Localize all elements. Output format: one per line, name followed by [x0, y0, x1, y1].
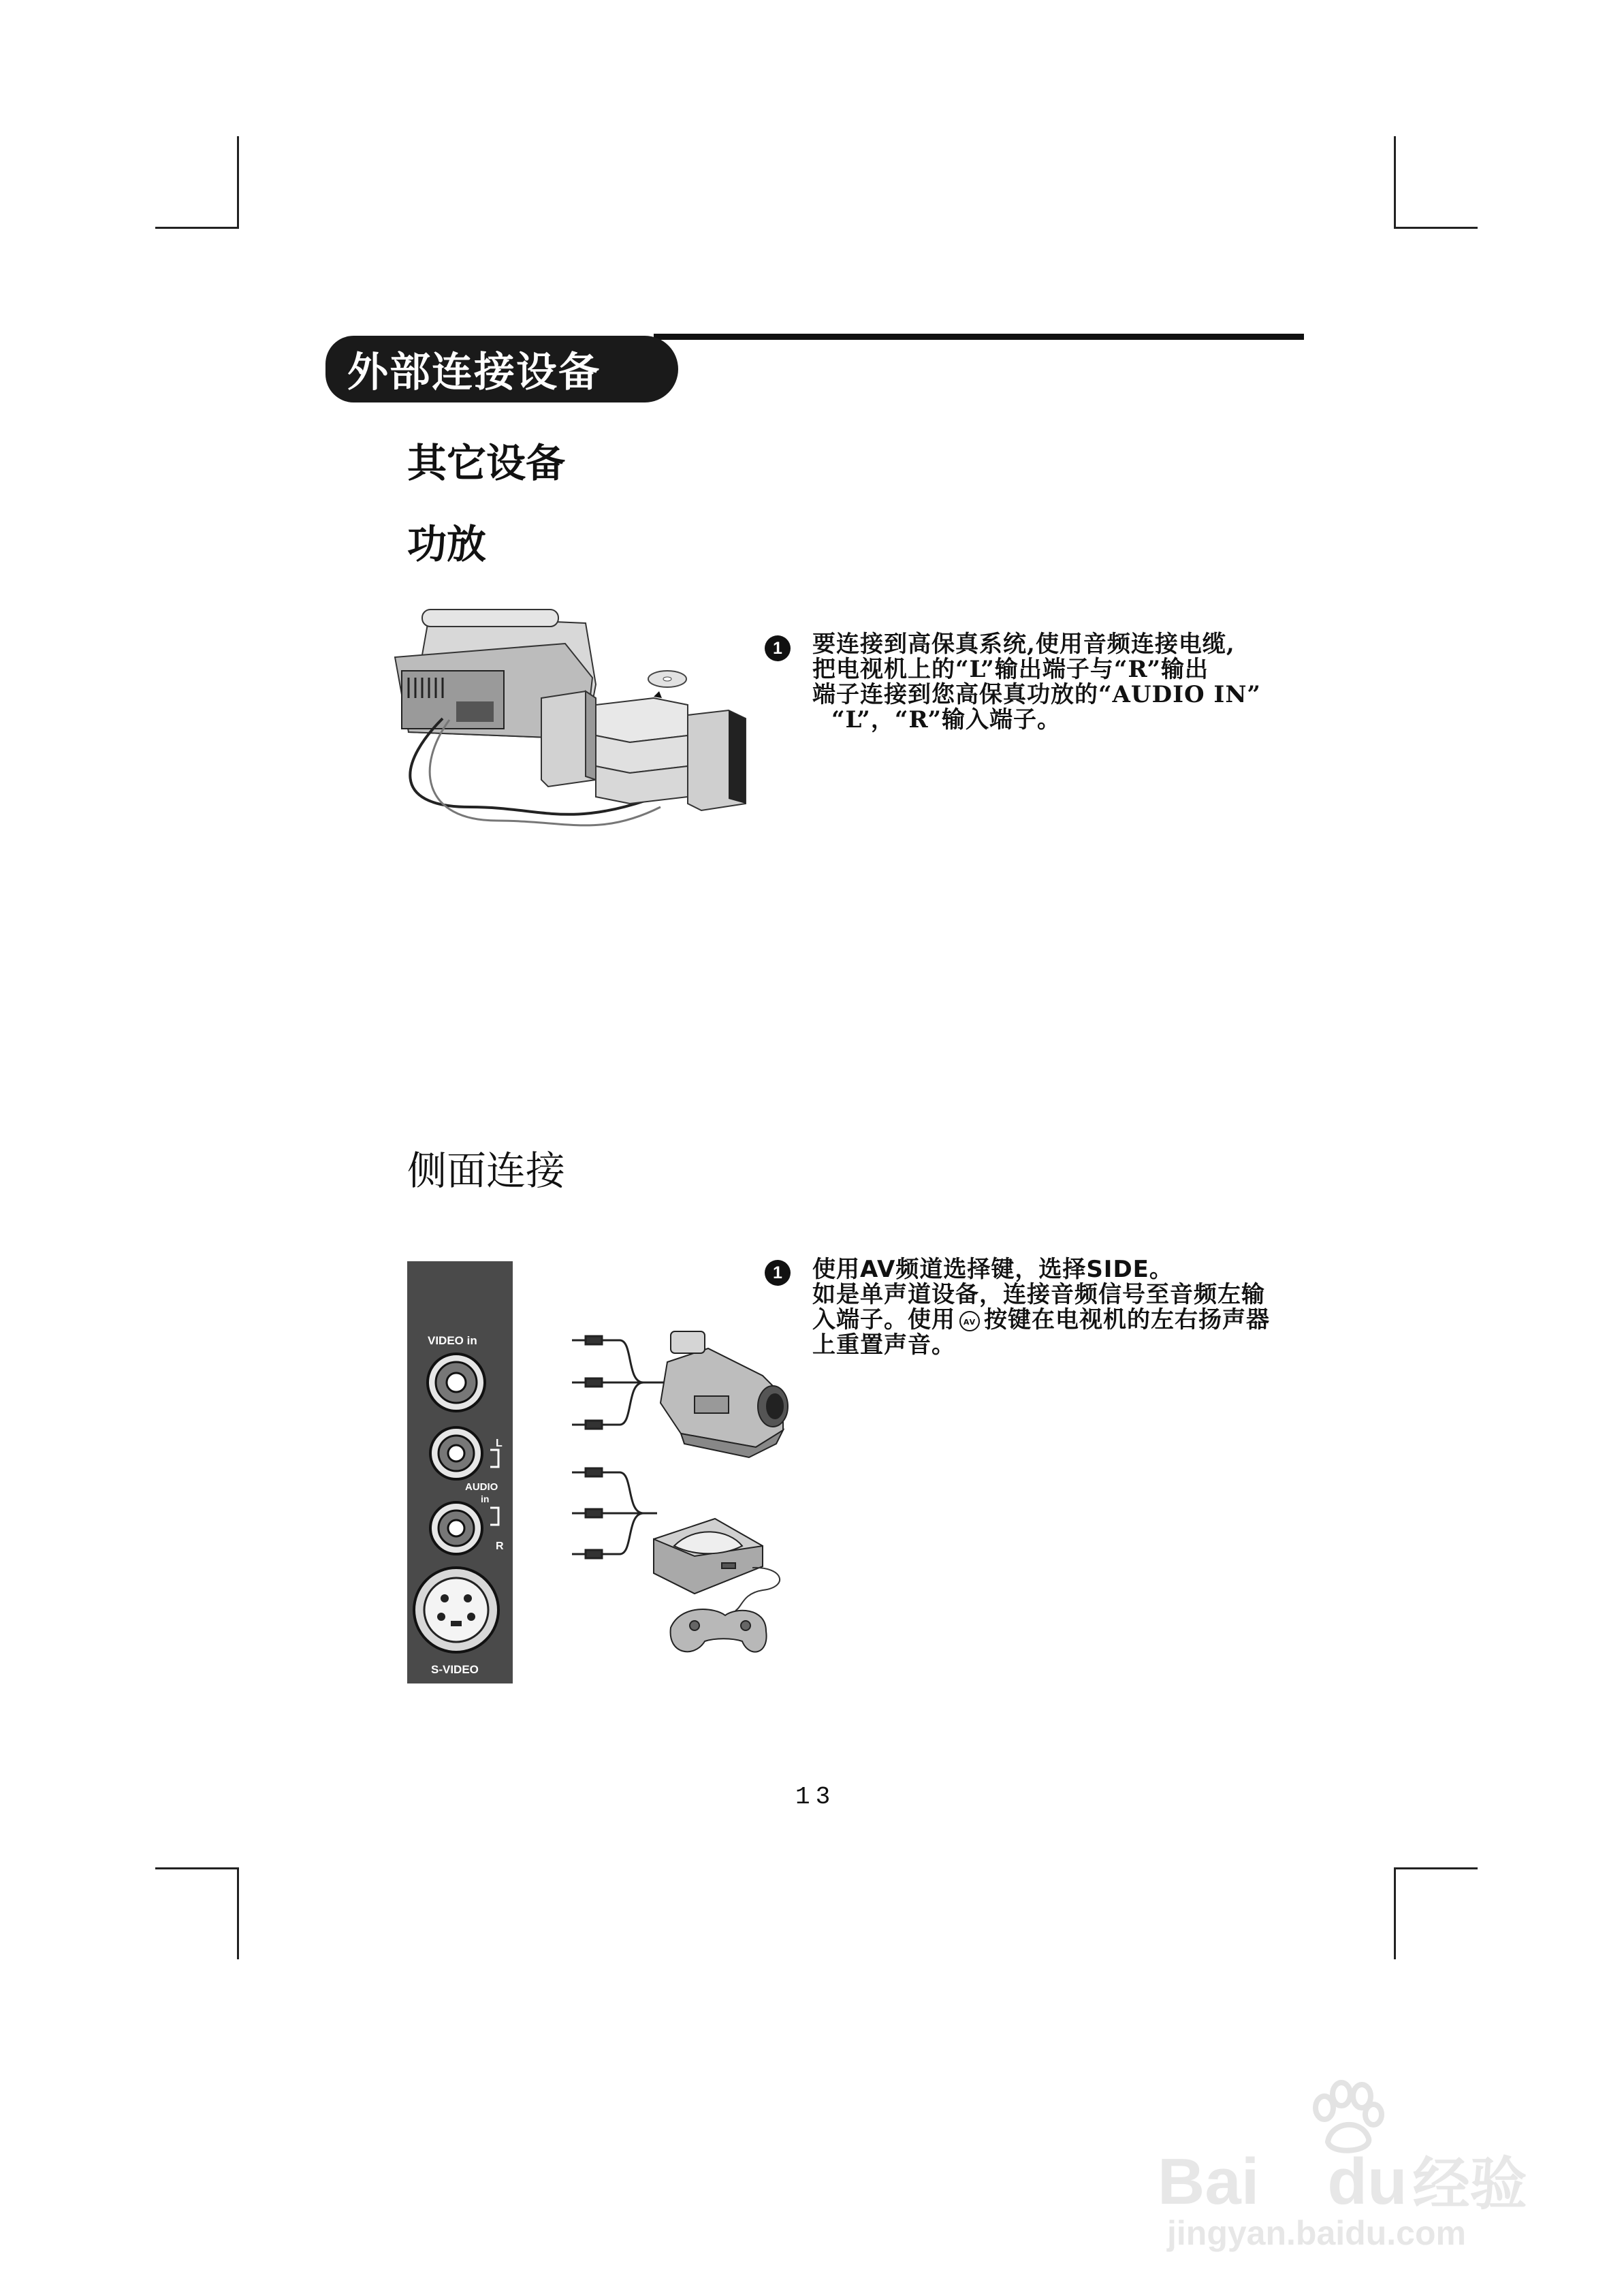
side-instruction-line: 入端子。使用 AV 按键在电视机的左右扬声器: [812, 1306, 1270, 1333]
amplifier-instructions: [812, 632, 1261, 733]
step-number-badge: 1: [765, 635, 791, 661]
side-connection-instructions: [812, 1257, 1270, 1358]
amplifier-connection-illustration: [361, 603, 783, 848]
header-rule: [654, 334, 1304, 340]
audio-r-jack-icon: [430, 1502, 482, 1554]
panel-label-audio: AUDIO: [465, 1481, 498, 1493]
heading-amplifier: 功放: [407, 521, 487, 567]
watermark-brand: Bai du经验: [1158, 2145, 1527, 2218]
game-console-icon: [654, 1519, 763, 1594]
side-instruction-line: 上重置声音。: [812, 1331, 955, 1359]
av-button-icon: AV: [959, 1311, 980, 1331]
s-video-jack-icon: [414, 1568, 498, 1652]
game-controller-icon: [671, 1609, 767, 1652]
side-devices-illustration: [558, 1321, 797, 1669]
crop-mark: [155, 227, 239, 229]
side-instruction-line: 如是单声道设备，连接音频信号至音频左输: [812, 1281, 1265, 1308]
camcorder-icon: [660, 1331, 788, 1457]
crop-mark: [237, 136, 239, 228]
crop-mark: [1394, 136, 1396, 228]
video-in-jack-icon: [428, 1354, 485, 1411]
panel-label-l: L: [496, 1438, 503, 1449]
crop-mark: [155, 1867, 239, 1869]
panel-label-video-in: VIDEO in: [428, 1334, 477, 1347]
amplifier-instruction-line: 端子连接到您高保真功放的“AUDIO IN”: [812, 681, 1261, 708]
amplifier-instruction-line: “L”，“R”输入端子。: [831, 706, 1062, 733]
heading-other-devices: 其它设备: [407, 440, 566, 486]
panel-label-r: R: [496, 1540, 504, 1552]
amplifier-instruction-line: 把电视机上的“L”输出端子与“R”输出: [812, 656, 1209, 683]
panel-label-s-video: S-VIDEO: [431, 1663, 479, 1676]
amplifier-instruction-line: 要连接到高保真系统,使用音频连接电缆,: [812, 631, 1235, 658]
step-number-badge: 1: [765, 1260, 791, 1286]
crop-mark: [1394, 1867, 1478, 1869]
audio-l-jack-icon: [430, 1427, 482, 1479]
side-av-panel: [407, 1261, 513, 1683]
panel-label-in: in: [481, 1493, 490, 1504]
page-number: 13: [795, 1783, 836, 1811]
baidu-jingyan-watermark: [1158, 2084, 1539, 2252]
crop-mark: [1394, 227, 1478, 229]
heading-side-connection: 侧面连接: [407, 1148, 566, 1194]
side-instruction-line: 使用AV频道选择键，选择SIDE。: [812, 1256, 1173, 1283]
crop-mark: [1394, 1867, 1396, 1959]
watermark-url: jingyan.baidu.com: [1167, 2214, 1466, 2252]
crop-mark: [237, 1867, 239, 1959]
section-title: 外部连接设备: [325, 336, 678, 402]
